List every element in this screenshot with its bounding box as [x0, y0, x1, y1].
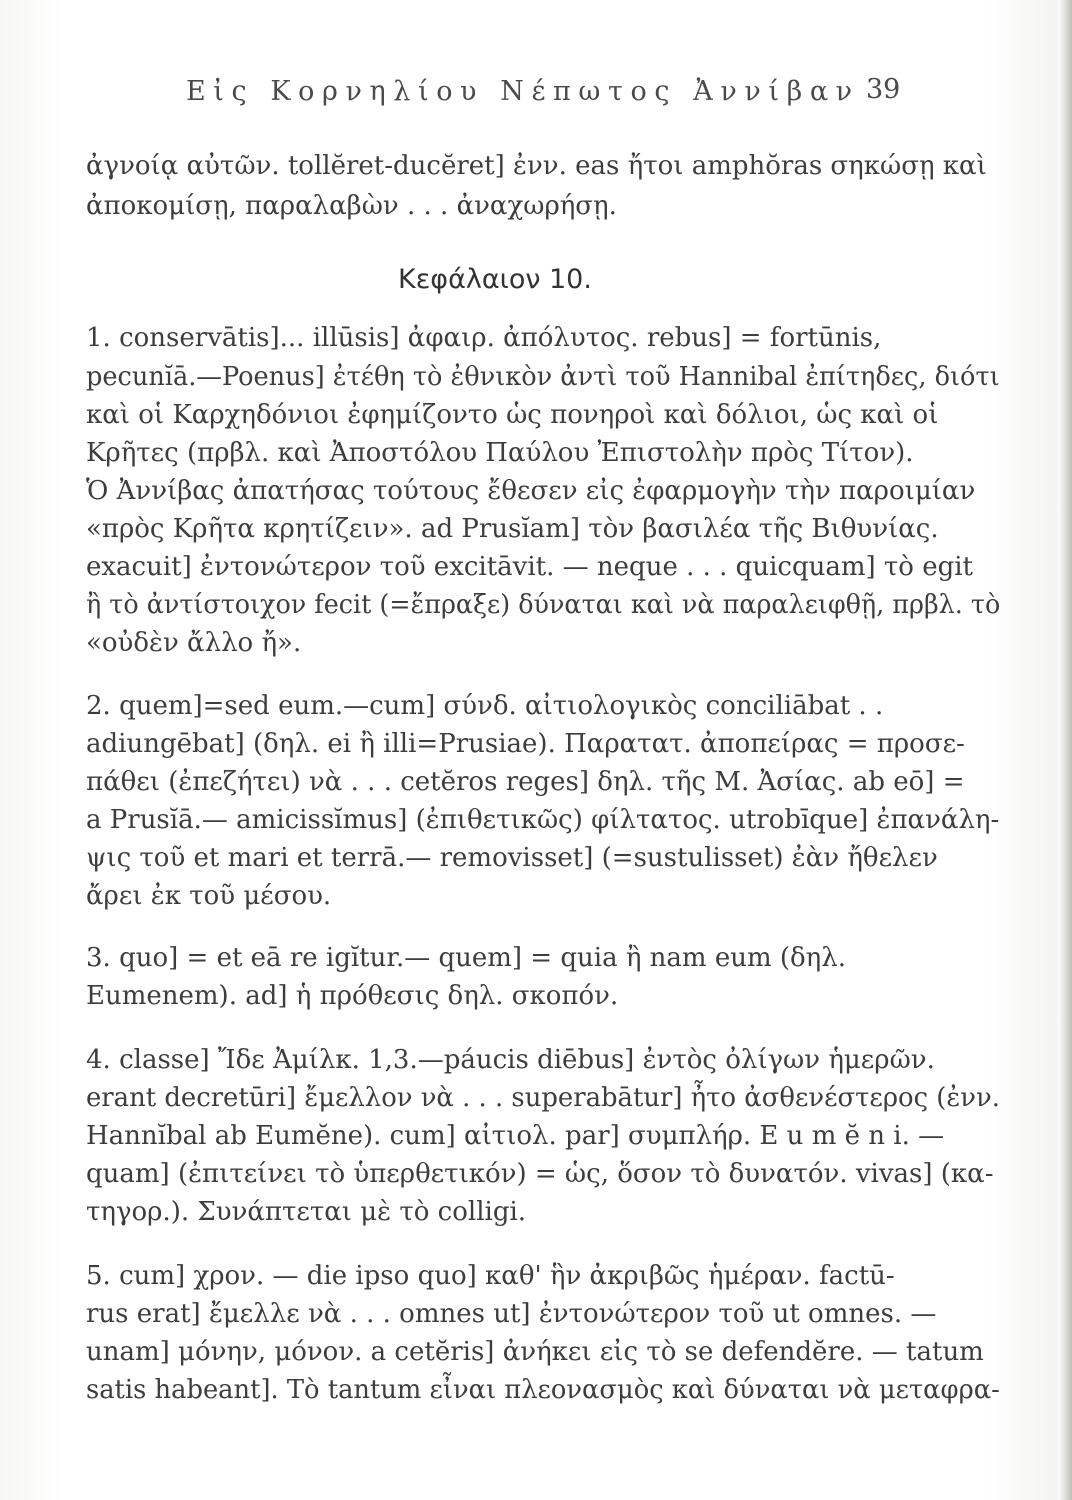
text-line: exacuit] ἐντονώτερον τοῦ excitāvit. — neque . . . quicquam] τὸ egit	[86, 552, 973, 582]
text-line: ἢ τὸ ἀντίστοιχον fecit (=ἔπραξε) δύναται καὶ νὰ παραλειφθῇ, πρβλ. τὸ	[86, 590, 1001, 620]
text-line: ψις τοῦ et mari et terrā.— removisset] (=sustulisset) ἐὰν ἤθελεν	[86, 843, 938, 873]
text-line: τηγορ.). Συνάπτεται μὲ τὸ colligi.	[86, 1197, 527, 1227]
chapter-title: Κεφάλαιον 10.	[398, 264, 592, 295]
text-line: «οὐδὲν ἄλλο ἤ».	[86, 628, 302, 658]
text-line: ἀποκομίσῃ, παραλαβὼν . . . ἀναχωρήσῃ.	[86, 191, 617, 221]
text-line: 1. conservātis]... illūsis] ἀφαιρ. ἀπόλυτος. rebus] = fortūnis,	[86, 323, 882, 353]
page-number: 39	[866, 74, 901, 105]
text-line: Hannĭbal ab Eumĕne). cum] αἰτιολ. par] συμπλήρ. E u m ĕ n i. —	[86, 1121, 945, 1151]
text-line: a Prusĭā.— amicissĭmus] (ἐπιθετικῶς) φίλτατος. utrobīque] ἐπανάλη-	[86, 805, 1000, 835]
text-line: quam] (ἐπιτείνει τὸ ὑπερθετικόν) = ὡς, ὅσον τὸ δυνατόν. vivas] (κα-	[86, 1159, 994, 1189]
text-line: «πρὸς Κρῆτα κρητίζειν». ad Prusĭam] τὸν βασιλέα τῆς Βιθυνίας.	[86, 514, 939, 544]
text-line: Eumenem). ad] ἡ πρόθεσις δηλ. σκοπόν.	[86, 981, 619, 1011]
text-line: πάθει (ἐπεζήτει) νὰ . . . cetĕros reges] δηλ. τῆς Μ. Ἀσίας. ab eō] =	[86, 767, 965, 797]
text-line: 5. cum] χρον. — die ipso quo] καθ' ἣν ἀκριβῶς ἡμέραν. factū-	[86, 1261, 895, 1291]
text-line: adiungēbat] (δηλ. ei ἢ illi=Prusiae). Παρατατ. ἀποπείρας = προσε-	[86, 729, 965, 759]
text-line: Κρῆτες (πρβλ. καὶ Ἀποστόλου Παύλου Ἐπιστολὴν πρὸς Τίτον).	[86, 438, 914, 468]
text-line: 2. quem]=sed eum.—cum] σύνδ. αἰτιολογικὸς conciliābat . .	[86, 691, 884, 721]
text-line: unam] μόνην, μόνον. a cetĕris] ἀνήκει εἰς τὸ se defendĕre. — tatum	[86, 1337, 984, 1367]
text-line: 4. classe] Ἴδε Ἀμίλκ. 1,3.—páucis diēbus] ἐντὸς ὀλίγων ἡμερῶν.	[86, 1045, 935, 1075]
text-line: satis habeant]. Τὸ tantum εἶναι πλεονασμὸς καὶ δύναται νὰ μεταφρα-	[86, 1375, 1000, 1405]
running-head: Εἰς Κορνηλίου Νέπωτος Ἀννίβαν	[186, 76, 860, 107]
text-line: ἀγνοίᾳ αὐτῶν. tollĕret-ducĕret] ἐνν. eas ἤτοι amphŏras σηκώσῃ καὶ	[86, 151, 987, 181]
page-edge-shadow	[1058, 0, 1072, 1500]
text-line: καὶ οἱ Καρχηδόνιοι ἐφημίζοντο ὡς πονηροὶ καὶ δόλιοι, ὡς καὶ οἱ	[86, 400, 939, 430]
text-line: ἄρει ἐκ τοῦ μέσου.	[86, 881, 332, 911]
text-line: 3. quo] = et eā re igĭtur.— quem] = quia ἢ nam eum (δηλ.	[86, 943, 847, 973]
text-line: erant decretūri] ἔμελλον νὰ . . . superabātur] ἦτο ἀσθενέστερος (ἐνν.	[86, 1083, 1000, 1113]
text-line: rus erat] ἔμελλε νὰ . . . omnes ut] ἐντονώτερον τοῦ ut omnes. —	[86, 1299, 937, 1329]
text-line: Ὁ Ἀννίβας ἀπατήσας τούτους ἔθεσεν εἰς ἐφαρμογὴν τὴν παροιμίαν	[86, 476, 976, 506]
text-line: pecunĭā.—Poenus] ἐτέθη τὸ ἐθνικὸν ἀντὶ τοῦ Hannibal ἐπίτηδες, διότι	[86, 362, 1000, 392]
